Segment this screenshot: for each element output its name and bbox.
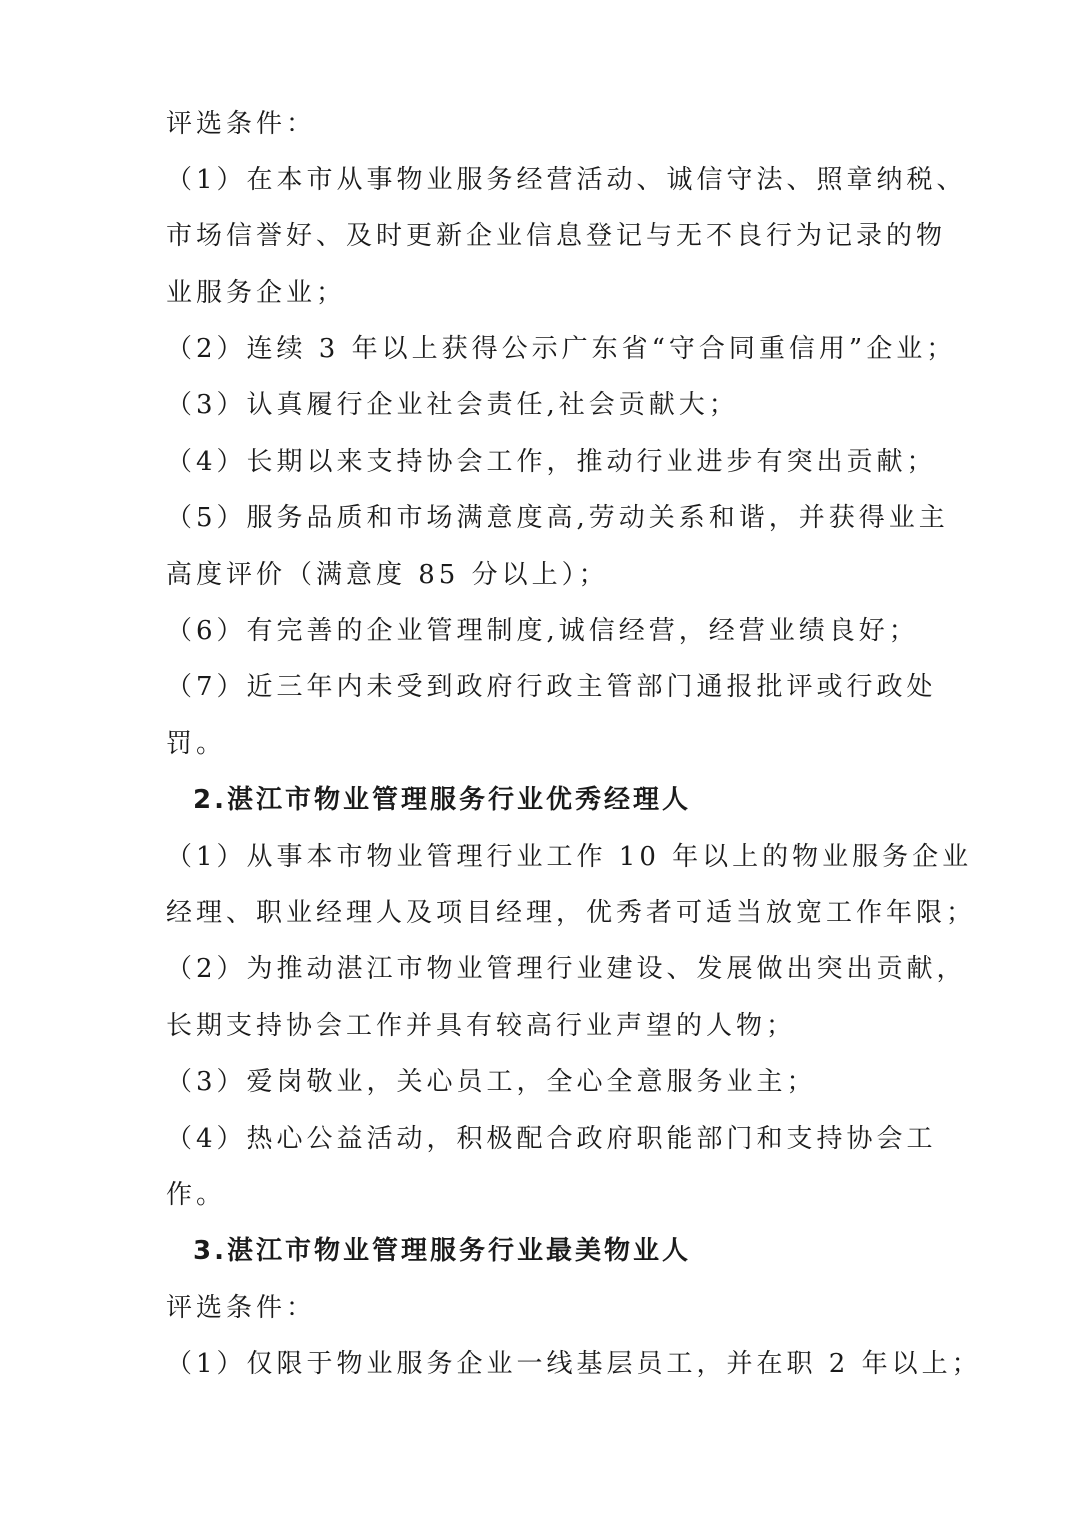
text-line: 经理、职业经理人及项目经理，优秀者可适当放宽工作年限； <box>166 898 977 928</box>
text-line: 评选条件： <box>166 1293 317 1323</box>
text-line: （4）热心公益活动，积极配合政府职能部门和支持协会工 <box>166 1124 937 1154</box>
text-line: 市场信誉好、及时更新企业信息登记与无不良行为记录的物 <box>166 221 947 251</box>
text-line: （5）服务品质和市场满意度高,劳动关系和谐，并获得业主 <box>166 503 949 533</box>
text-line: （2）连续 3 年以上获得公示广东省“守合同重信用”企业； <box>166 334 957 364</box>
text-line: （2）为推动湛江市物业管理行业建设、发展做出突出贡献， <box>166 954 967 984</box>
text-line: （1）仅限于物业服务企业一线基层员工，并在职 2 年以上； <box>166 1349 982 1379</box>
text-line: （7）近三年内未受到政府行政主管部门通报批评或行政处 <box>166 672 937 702</box>
text-line: （4）长期以来支持协会工作，推动行业进步有突出贡献； <box>166 447 937 477</box>
text-line: 作。 <box>166 1180 227 1210</box>
text-line: （1）从事本市物业管理行业工作 10 年以上的物业服务企业 <box>166 842 973 872</box>
section-heading: 3.湛江市物业管理服务行业最美物业人 <box>193 1236 691 1266</box>
text-line: 业服务企业； <box>166 278 347 308</box>
text-line: （1）在本市从事物业服务经营活动、诚信守法、照章纳税、 <box>166 165 967 195</box>
text-line: 评选条件： <box>166 109 317 139</box>
text-line: 长期支持协会工作并具有较高行业声望的人物； <box>166 1011 797 1041</box>
text-line: （3）认真履行企业社会责任,社会贡献大； <box>166 390 739 420</box>
text-line: （6）有完善的企业管理制度,诚信经营，经营业绩良好； <box>166 616 919 646</box>
text-line: 高度评价（满意度 85 分以上）； <box>166 560 609 590</box>
text-line: 罚。 <box>166 729 227 759</box>
section-heading: 2.湛江市物业管理服务行业优秀经理人 <box>193 785 691 815</box>
text-line: （3）爱岗敬业，关心员工，全心全意服务业主； <box>166 1067 817 1097</box>
